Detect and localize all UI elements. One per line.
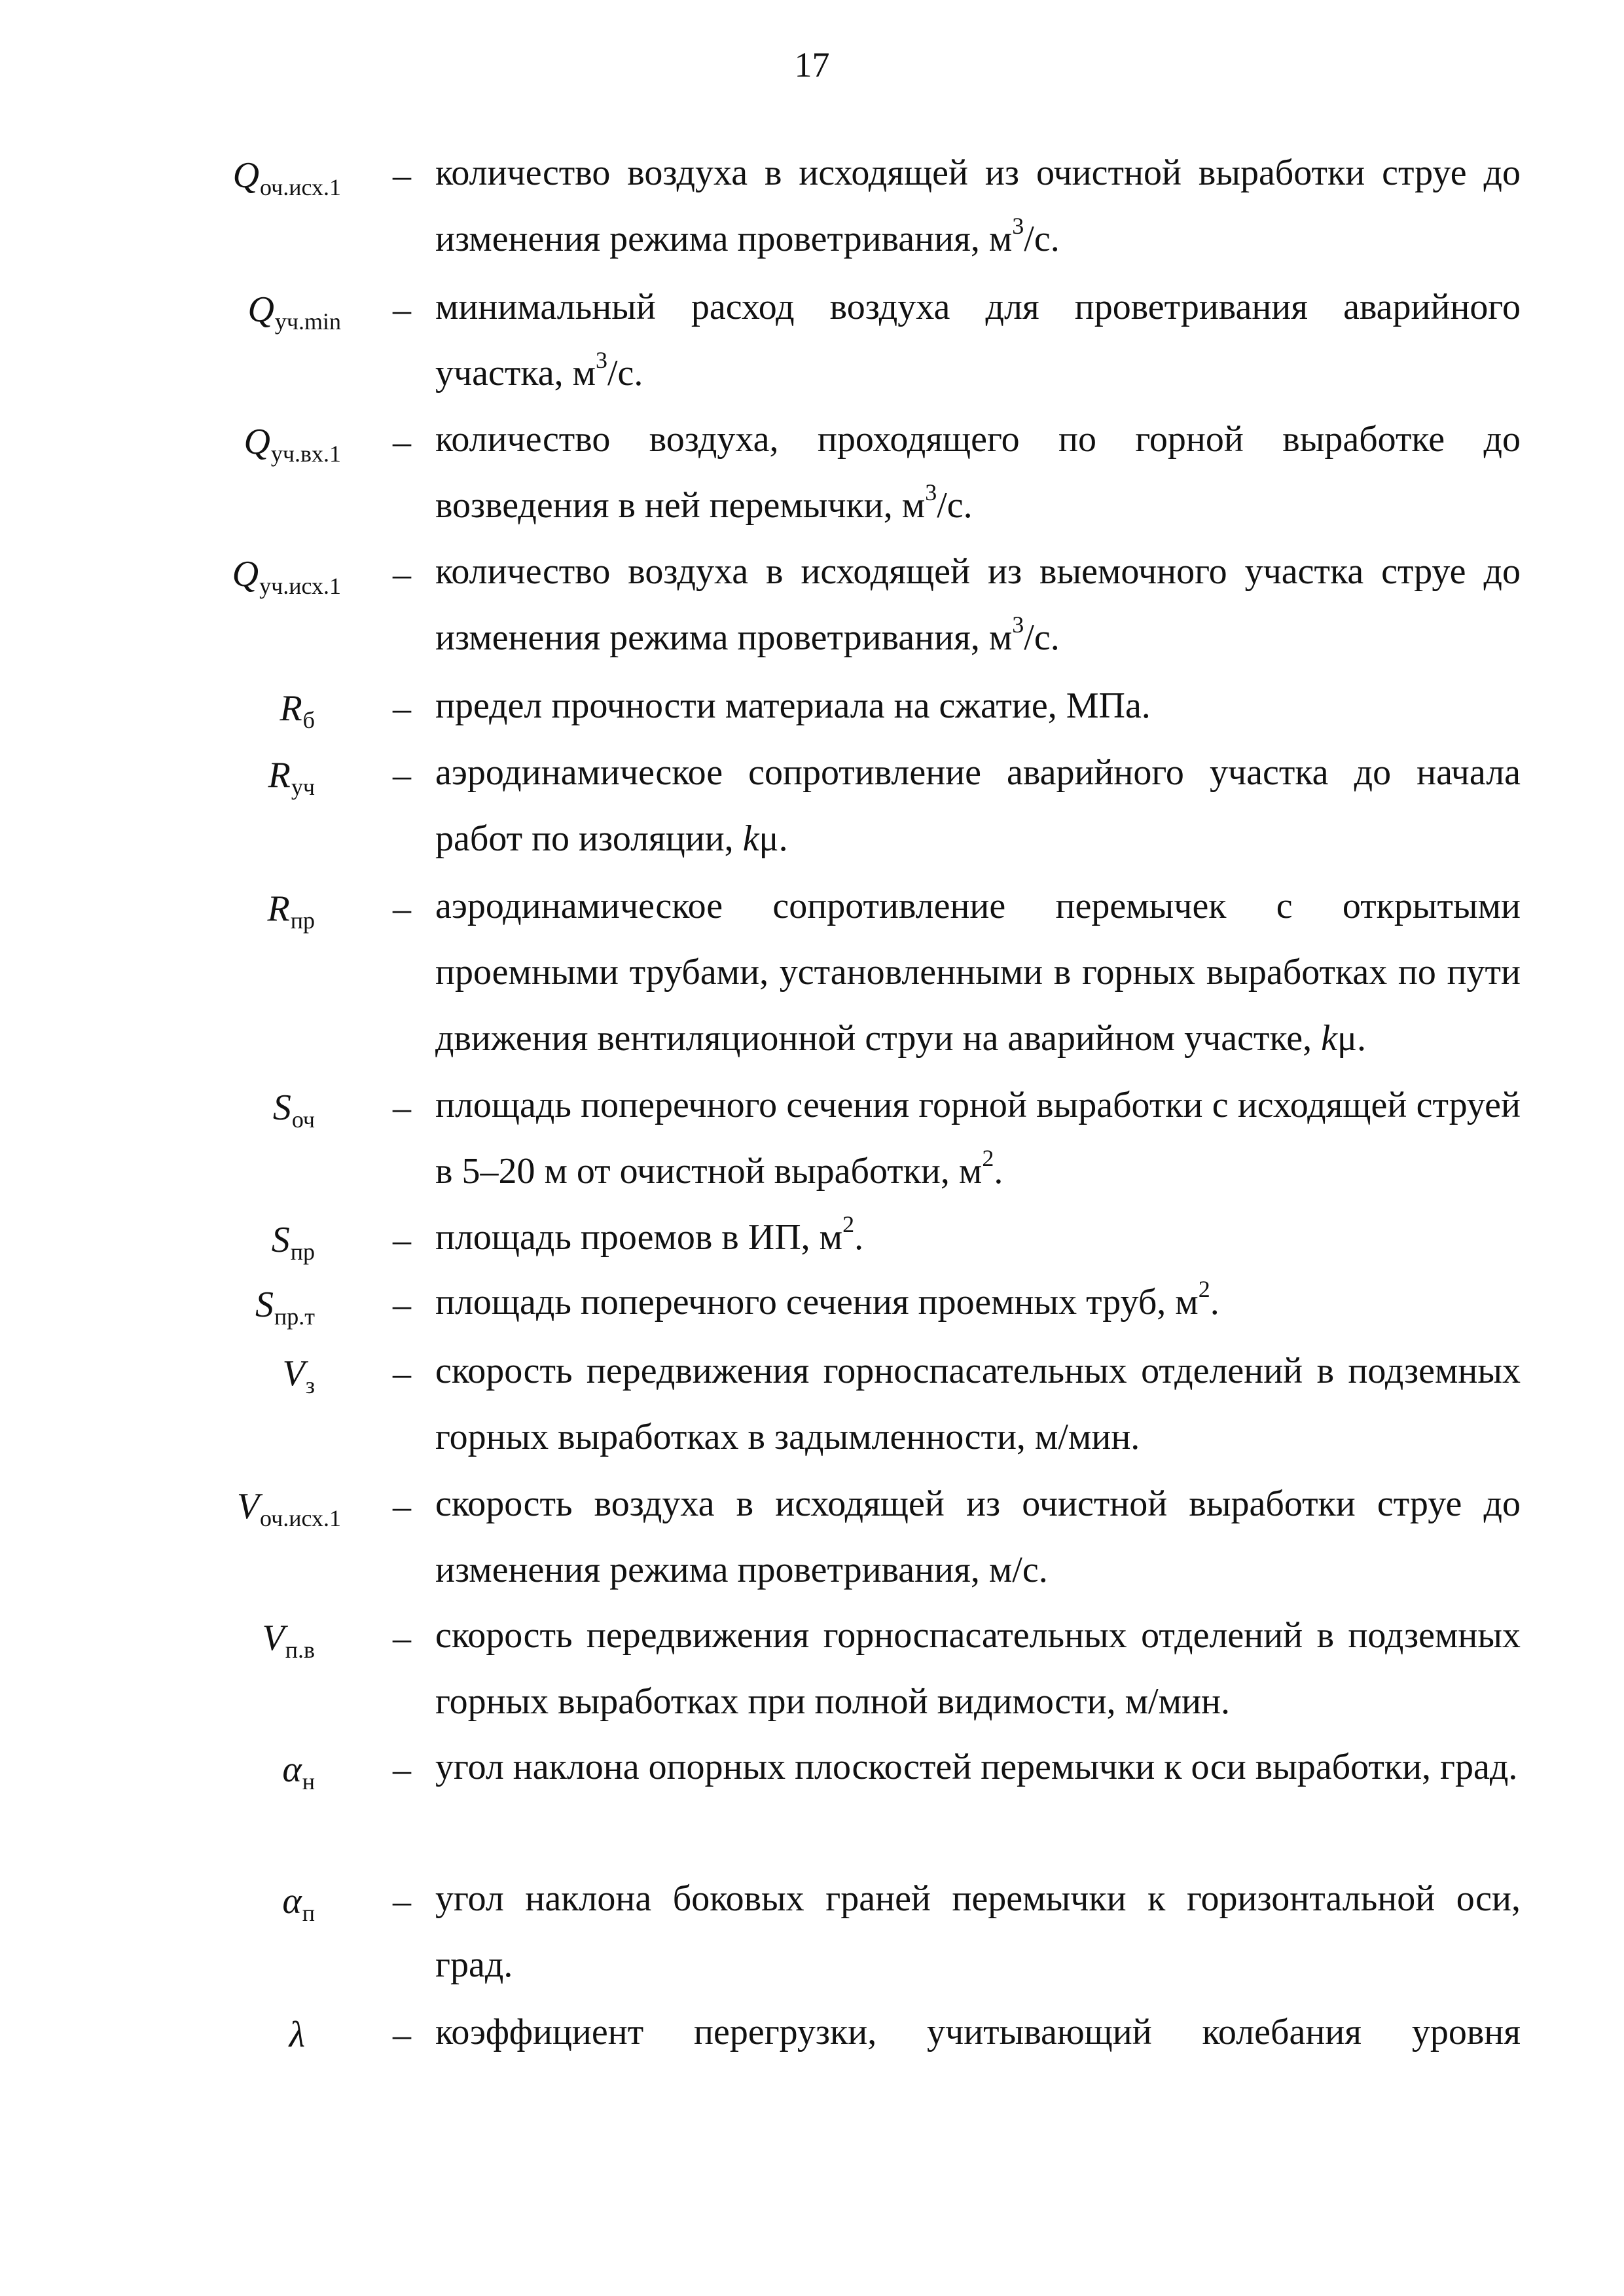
entry-dash: – [393,289,411,330]
entry-dash: – [393,422,411,462]
entry-symbol: $\alpha_н$ [282,1749,315,1795]
entry-symbol: $S_{пр}$ [271,1220,315,1265]
entry-description: количество воздуха в исходящей из выемочного участка струе до изменения режима проветривания, $м^3/с$. [435,551,1521,658]
entry-dash: – [393,1285,411,1325]
entry-symbol: $V_з$ [282,1353,315,1398]
entry-dash: – [393,755,411,795]
entry-description: аэродинамическое сопротивление перемычек с открытыми проемными трубами, установленными в горных выработках по пути движения вентиляционной струи на аварийном участке, kμ. [435,886,1521,1059]
entry-symbol: $Q_{уч.вх.1}$ [244,422,341,467]
page-number: 17 [794,45,830,84]
entry-description: угол наклона боковых граней перемычки к горизонтальной оси, град. [435,1878,1521,1985]
entry-dash: – [393,155,411,196]
entry-description: площадь поперечного сечения горной выработки с исходящей струей в 5–20 м от очистной выработки, $м^2$. [435,1085,1521,1192]
entry-symbol: $\alpha_п$ [282,1881,315,1926]
entry-dash: – [393,1486,411,1527]
entry-dash: – [393,1087,411,1128]
entry-symbol: $V_{п.в}$ [262,1618,315,1663]
entry-dash: – [393,1881,411,1922]
entry-symbol: $Q_{оч.исх.1}$ [232,155,341,200]
entry-dash: – [393,1618,411,1658]
entry-symbol: $Q_{уч.исх.1}$ [232,554,341,599]
entry-description: аэродинамическое сопротивление аварийного участка до начала работ по изоляции, kμ. [435,752,1521,859]
entry-description: скорость передвижения горноспасательных отделений в подземных горных выработках при полной видимости, м/мин. [435,1615,1521,1722]
entry-dash: – [393,1353,411,1394]
entry-description: минимальный расход воздуха для проветривания аварийного участка, $м^3/с$. [435,287,1521,393]
entry-dash: – [393,888,411,929]
entry-description: скорость передвижения горноспасательных отделений в подземных горных выработках в задымленности, м/мин. [435,1351,1521,1457]
entry-description: площадь проемов в ИП, $м^2$. [435,1211,864,1258]
entry-description: количество воздуха, проходящего по горной выработке до возведения в ней перемычки, $м^3/с$. [435,419,1521,526]
entry-symbol: $Q_{уч.min}$ [247,289,341,335]
entry-symbol: $S_{оч}$ [272,1087,315,1133]
entry-dash: – [393,1749,411,1790]
entry-description: коэффициент перегрузки, учитывающий колебания уровня [435,2012,1521,2052]
entry-description: предел прочности материала на сжатие, МПа. [435,685,1151,726]
entry-symbol: $R_б$ [280,688,315,733]
entry-description: количество воздуха в исходящей из очистной выработки струе до изменения режима проветривания, $м^3/с$. [435,153,1521,259]
entry-description: угол наклона опорных плоскостей перемычки к оси выработки, град. [435,1747,1518,1787]
entry-symbol: $V_{оч.исх.1}$ [236,1486,341,1531]
entry-symbol: $R_{пр}$ [267,888,315,934]
entry-dash: – [393,1220,411,1260]
entry-description: площадь поперечного сечения проемных труб, $м^2$. [435,1276,1219,1322]
entry-symbol: $S_{пр.т}$ [255,1285,315,1330]
entry-symbol: $R_{уч}$ [268,755,315,800]
entry-dash: – [393,554,411,594]
entry-symbol: λ [289,2014,305,2055]
entry-description: скорость воздуха в исходящей из очистной выработки струе до изменения режима проветривания, м/с. [435,1484,1521,1590]
entry-dash: – [393,688,411,729]
entry-dash: – [393,2014,411,2055]
